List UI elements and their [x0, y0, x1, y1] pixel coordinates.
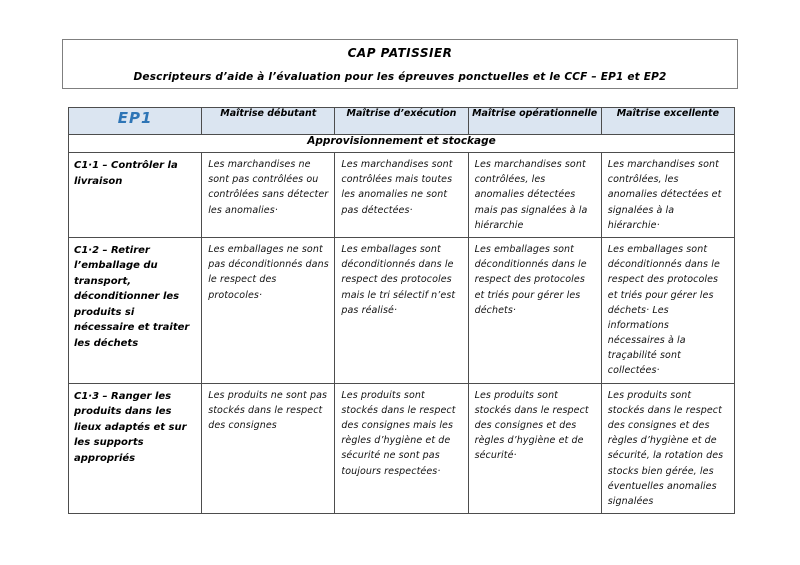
column-header-maitrise-excellente: Maîtrise excellente [601, 108, 734, 135]
descriptor-cell: Les marchandises sont contrôlées mais toutes les anomalies ne sont pas détectées· [335, 153, 468, 238]
rubric-table [68, 107, 735, 514]
descriptor-cell: Les emballages ne sont pas déconditionnés dans le respect des protocoles· [202, 237, 335, 383]
descriptor-cell: Les marchandises sont contrôlées, les anomalies détectées mais pas signalées à la hiérarchie [468, 153, 601, 238]
criterion-cell: C1·3 – Ranger les produits dans les lieux adaptés et sur les supports appropriés [69, 383, 202, 514]
table-row [69, 237, 735, 383]
doc-subtitle: Descripteurs d’aide à l’évaluation pour les épreuves ponctuelles et le CCF – EP1 et EP2 [133, 71, 667, 83]
descriptor-cell: Les marchandises sont contrôlées, les anomalies détectées et signalées à la hiérarchie· [601, 153, 734, 238]
descriptor-cell: Les produits sont stockés dans le respect des consignes et des règles d’hygiène et de sécurité, la rotation des stocks bien gérée, les éventuelles anomalies signalées [601, 383, 734, 514]
descriptor-cell: Les emballages sont déconditionnés dans le respect des protocoles mais le tri sélectif n’est pas réalisé· [335, 237, 468, 383]
column-header-maitrise-operationnelle: Maîtrise opérationnelle [468, 108, 601, 135]
descriptor-cell: Les marchandises ne sont pas contrôlées ou contrôlées sans détecter les anomalies· [202, 153, 335, 238]
table-row [69, 153, 735, 238]
descriptor-cell: Les emballages sont déconditionnés dans le respect des protocoles et triés pour gérer les déchets· Les informations nécessaires à la traçabilité sont collectées· [601, 237, 734, 383]
section-title: Approvisionnement et stockage [69, 135, 735, 153]
criterion-cell: C1·1 – Contrôler la livraison [69, 153, 202, 238]
doc-title: CAP PATISSIER [347, 46, 453, 60]
table-header-row [69, 108, 735, 135]
section-row [69, 135, 735, 153]
table-row [69, 383, 735, 514]
exam-label: EP1 [117, 109, 153, 127]
column-header-maitrise-debutant: Maîtrise débutant [202, 108, 335, 135]
title-box [62, 39, 738, 89]
descriptor-cell: Les produits sont stockés dans le respect des consignes mais les règles d’hygiène et de sécurité ne sont pas toujours respectées· [335, 383, 468, 514]
exam-label-cell [69, 108, 202, 135]
criterion-cell: C1·2 – Retirer l’emballage du transport, déconditionner les produits si nécessaire et traiter les déchets [69, 237, 202, 383]
descriptor-cell: Les produits sont stockés dans le respect des consignes et des règles d’hygiène et de sécurité· [468, 383, 601, 514]
descriptor-cell: Les emballages sont déconditionnés dans le respect des protocoles et triés pour gérer les déchets· [468, 237, 601, 383]
descriptor-cell: Les produits ne sont pas stockés dans le respect des consignes [202, 383, 335, 514]
column-header-maitrise-execution: Maîtrise d’exécution [335, 108, 468, 135]
